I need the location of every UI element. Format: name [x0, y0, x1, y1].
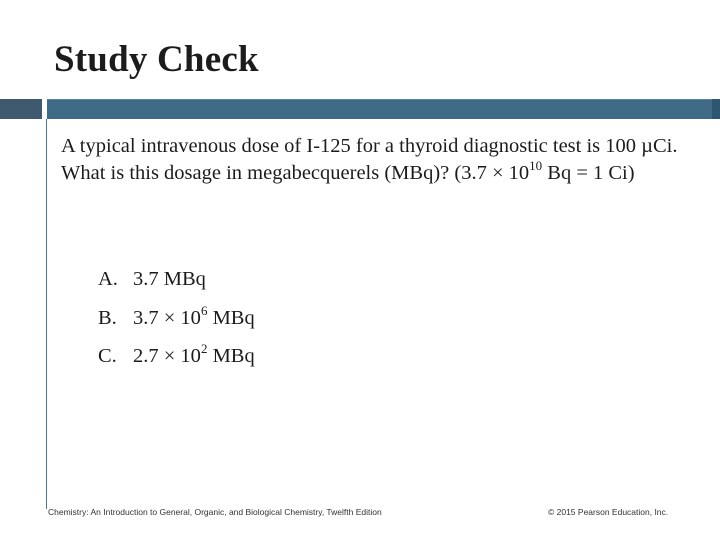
- answer-options: [98, 260, 255, 376]
- question-exponent: 10: [529, 157, 543, 173]
- slide-title: Study Check: [54, 39, 259, 80]
- option-text: 2.7 × 10: [133, 345, 201, 367]
- accent-bar: [46, 99, 720, 119]
- option-unit: MBq: [207, 345, 255, 367]
- footer-copyright: © 2015 Pearson Education, Inc.: [548, 507, 669, 517]
- question-part-2: Bq = 1 Ci): [542, 161, 635, 184]
- option-letter: B.: [98, 306, 117, 329]
- question-text: [61, 133, 689, 186]
- option-text: 3.7 × 10: [133, 306, 201, 329]
- vertical-rule: [46, 119, 47, 509]
- question-part-1: A typical intravenous dose of I-125 for a thyroid diagnostic test is 100 µCi. What is this dosage in megabecquerels (MBq)? (3.7 × 10: [61, 135, 678, 184]
- accent-bar-right: [712, 99, 720, 119]
- option-a: [98, 260, 255, 299]
- option-b: [98, 299, 255, 338]
- option-unit: MBq: [207, 306, 255, 329]
- option-exponent: 6: [200, 302, 208, 318]
- option-letter: A.: [98, 268, 118, 290]
- option-exponent: 2: [200, 341, 208, 357]
- option-c: [98, 337, 255, 376]
- option-text: 3.7 MBq: [133, 268, 206, 290]
- option-letter: C.: [98, 345, 117, 367]
- accent-bar-left: [0, 99, 42, 119]
- footer-book-title: Chemistry: An Introduction to General, Organic, and Biological Chemistry, Twelfth Edition: [48, 507, 382, 517]
